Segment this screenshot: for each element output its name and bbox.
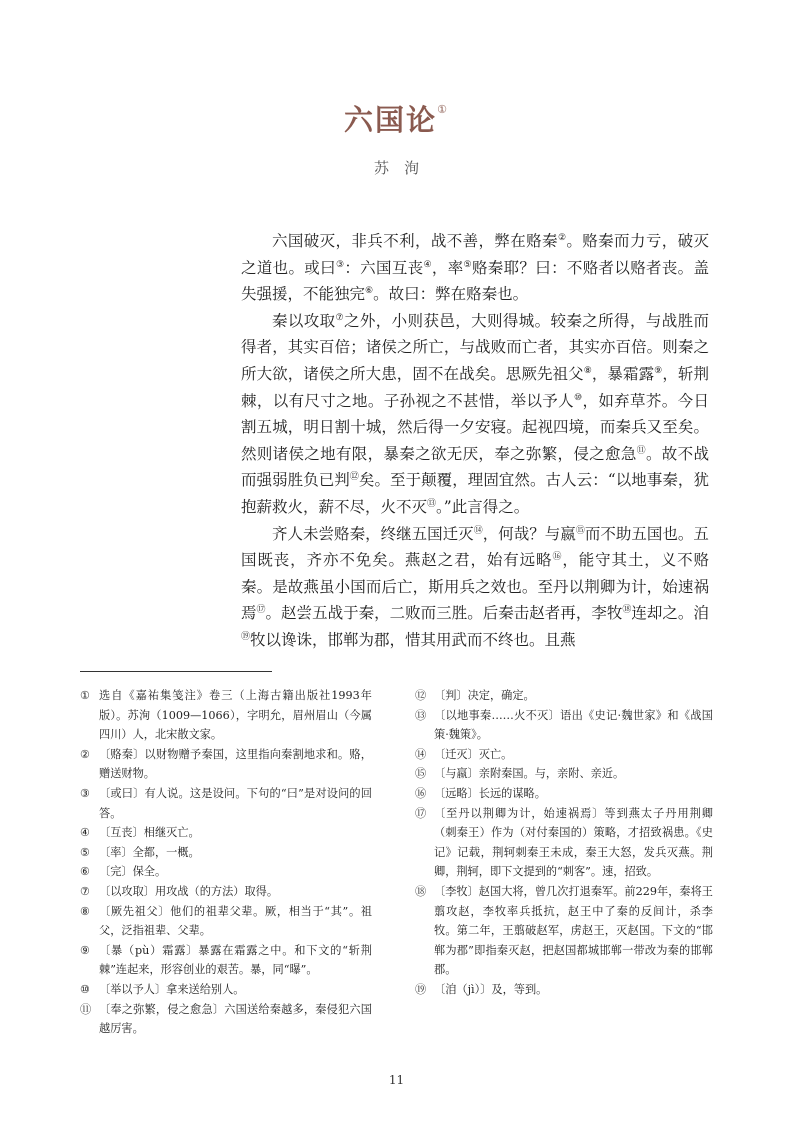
- footnote-text: 〔李牧〕赵国大将，曾几次打退秦军。前229年，秦将王翦攻赵，李牧率兵抵抗，赵王中了秦的反间计，杀李牧。第二年，王翦破赵军，虏赵王，灭赵国。下文的“邯郸为郡”即指秦灭赵，把赵国都城邯郸一带改为秦的邯郸郡。: [434, 884, 713, 977]
- footnote-marker: ⑦: [335, 312, 345, 323]
- text-run: 。故不战而强弱胜负已判: [241, 444, 709, 490]
- text-run: ，率: [431, 258, 464, 277]
- text-run: ，能守其土，义不赂秦。是故燕虽小国而后亡，斯用兵之效也。至丹以荆卿为计，始速祸焉: [241, 551, 709, 623]
- footnote-number: ⑦: [80, 884, 91, 898]
- footnote-number: ⑪: [80, 1002, 92, 1016]
- footnote: [415, 882, 713, 980]
- footnote-marker: ⑬: [427, 498, 437, 509]
- footnote-marker: ⑥: [365, 286, 374, 297]
- footnote: [415, 745, 713, 765]
- paragraph: [241, 228, 709, 308]
- text-run: 。赂秦而力亏，破灭之道也。或曰: [241, 232, 709, 277]
- text-run: 牧以谗诛，邯郸为郡，惜其用武而不终也。且燕: [250, 630, 576, 649]
- text-run: 齐人未尝赂秦，终继五国迁灭: [272, 524, 474, 543]
- footnote-text: 〔判〕决定，确定。: [434, 689, 535, 702]
- footnote-text: 〔与嬴〕亲附秦国。与，亲附、亲近。: [434, 767, 625, 781]
- footnote-marker: ⑰: [256, 605, 266, 616]
- footnote-text: 〔至丹以荆卿为计，始速祸焉〕等到燕太子丹用荆卿（刺秦王）作为（对付秦国的）策略，才招致祸患。《史记》记载，荆轲刺秦王未成，秦王大怒，发兵灭燕。荆卿，荆轲，即下文提到的“刺客”。速，招致。: [434, 806, 713, 879]
- footnote: [80, 862, 372, 882]
- footnote-text: 〔远略〕长远的谋略。: [434, 786, 546, 800]
- footnote-number: ⑩: [80, 982, 91, 996]
- text-run: ，斩荆棘，以有尺寸之地。子孙视之不甚惜，举以予人: [241, 364, 709, 410]
- footnote-divider: [80, 671, 272, 672]
- footnote-number: ②: [80, 747, 91, 761]
- footnote-text: 选自《嘉祐集笺注》卷三（上海古籍出版社1993年版）。苏洵（1009—1066），字明允，眉州眉山（今属四川）人，北宋散文家。: [99, 689, 372, 742]
- footnote-marker: ⑩: [574, 392, 583, 403]
- footnote-text: 〔以地事秦……火不灭〕语出《史记·魏世家》和《战国策·魏策》。: [434, 708, 713, 742]
- text-run: 连却之。洎: [631, 604, 709, 623]
- footnote: [80, 823, 372, 843]
- footnote-text: 〔完〕保全。: [99, 865, 167, 879]
- footnote: [80, 941, 372, 980]
- footnote-marker: ④: [423, 259, 432, 270]
- footnote-marker: ③: [335, 259, 345, 270]
- title-footnote-marker: ①: [437, 103, 449, 117]
- footnote: [415, 706, 713, 745]
- footnote-number: ⑰: [415, 806, 427, 820]
- footnote-text: 〔率〕全都，一概。: [99, 845, 200, 859]
- footnote-number: ⑥: [80, 865, 91, 879]
- footnote-number: ⑲: [415, 982, 427, 996]
- footnote-text: 〔洎（jì）〕及，等到。: [434, 982, 548, 996]
- text-run: ，何哉？与嬴: [482, 524, 576, 543]
- footnote-marker: ⑫: [349, 472, 359, 483]
- footnote: [80, 784, 372, 823]
- footnote: [80, 980, 372, 1000]
- footnote-number: ⑫: [415, 689, 427, 702]
- main-text: [241, 228, 709, 654]
- paragraph: [241, 308, 709, 521]
- paragraph: [241, 521, 709, 654]
- footnote: [415, 784, 713, 804]
- footnote: [80, 902, 372, 941]
- page-title: [0, 98, 793, 139]
- text-run: 秦以攻取: [272, 311, 336, 330]
- footnotes-right-column: [415, 686, 713, 1000]
- footnote-text: 〔举以予人〕拿来送给别人。: [99, 982, 245, 996]
- footnote-number: ⑧: [80, 904, 91, 918]
- footnote-number: ⑮: [415, 767, 427, 781]
- footnote-text: 〔互丧〕相继灭亡。: [99, 826, 200, 840]
- footnote: [415, 804, 713, 882]
- footnote: [415, 686, 713, 706]
- text-run: 。赵尝五战于秦，二败而三胜。后秦击赵者再，李牧: [265, 604, 623, 623]
- page-number: 11: [388, 1073, 405, 1087]
- text-run: 。故曰：弊在赂秦也。: [373, 285, 529, 304]
- footnote: [80, 843, 372, 863]
- footnote: [415, 980, 713, 1000]
- footnote-text: 〔奉之弥繁，侵之愈急〕六国送给秦越多，秦侵犯六国越厉害。: [99, 1002, 372, 1036]
- text-run: 。”此言得之。: [436, 497, 530, 516]
- footnote-text: 〔或曰〕有人说。这是设问。下句的“曰”是对设问的回答。: [99, 786, 372, 820]
- footnote-marker: ②: [557, 232, 567, 243]
- footnote-text: 〔暴（pù）霜露〕暴露在霜露之中。和下文的“斩荆棘”连起来，形容创业的艰苦。暴，同“曝”。: [99, 943, 372, 977]
- text-run: 六国破灭，非兵不利，战不善，弊在赂秦: [272, 232, 558, 250]
- footnote-number: ⑨: [80, 943, 91, 957]
- text-run: 矣。至于颠覆，理固宜然。古人云：“以地事秦，犹抱薪救火，薪不尽，火不灭: [241, 471, 709, 516]
- footnote-number: ①: [80, 689, 91, 702]
- footnote-marker: ⑭: [473, 525, 483, 536]
- text-run: 赂秦耶？曰：不赂者以赂者丧。盖失强援，不能独完: [241, 258, 709, 304]
- footnote-text: 〔厥先祖父〕他们的祖辈父辈。厥，相当于“其”。祖父，泛指祖辈、父辈。: [99, 904, 372, 938]
- footnote-marker: ⑲: [241, 631, 251, 642]
- footnotes-left-column: [80, 686, 372, 1039]
- footnote-marker: ⑨: [654, 365, 663, 376]
- title-text: 六国论: [344, 103, 438, 137]
- text-run: 之外，小则获邑，大则得城。较秦之所得，与战胜而得者，其实百倍；诸侯之所亡，与战败而亡者，其实亦百倍。则秦之所大欲，诸侯之所大患，固不在战矣。思厥先祖父: [241, 311, 709, 383]
- footnote-number: ⑯: [415, 786, 427, 800]
- footnote-marker: ⑧: [583, 365, 592, 376]
- footnote-marker: ⑤: [463, 259, 472, 270]
- footnote: [80, 686, 372, 745]
- footnote-marker: ⑮: [575, 525, 585, 536]
- footnote-number: ③: [80, 786, 91, 800]
- footnote: [80, 745, 372, 784]
- footnote-number: ⑬: [415, 708, 427, 722]
- footnote-number: ④: [80, 826, 91, 840]
- footnote-number: ⑱: [415, 884, 427, 898]
- text-run: 而不助五国也。五国既丧，齐亦不免矣。燕赵之君，始有远略: [241, 524, 709, 570]
- author-name: 苏 洵: [373, 159, 419, 177]
- text-run: ：六国互丧: [344, 258, 424, 277]
- footnote-marker: ⑪: [636, 445, 646, 456]
- text-run: ，如弃草芥。今日割五城，明日割十城，然后得一夕安寝。起视四境，而秦兵又至矣。然则诸侯之地有限，暴秦之欲无厌，奉之弥繁，侵之愈急: [241, 391, 709, 463]
- footnote: [415, 764, 713, 784]
- footnote-text: 〔赂秦〕以财物赠予秦国，这里指向秦割地求和。赂，赠送财物。: [99, 747, 372, 781]
- footnote-marker: ⑱: [622, 605, 632, 616]
- footnote-number: ⑭: [415, 747, 427, 761]
- footnote: [80, 882, 372, 902]
- footnote: [80, 1000, 372, 1039]
- text-run: ，暴霜露: [591, 364, 655, 383]
- footnote-number: ⑤: [80, 845, 91, 859]
- footnote-text: 〔以攻取〕用攻战（的方法）取得。: [99, 884, 279, 898]
- footnote-text: 〔迁灭〕灭亡。: [434, 747, 513, 761]
- footnote-marker: ⑯: [552, 551, 563, 562]
